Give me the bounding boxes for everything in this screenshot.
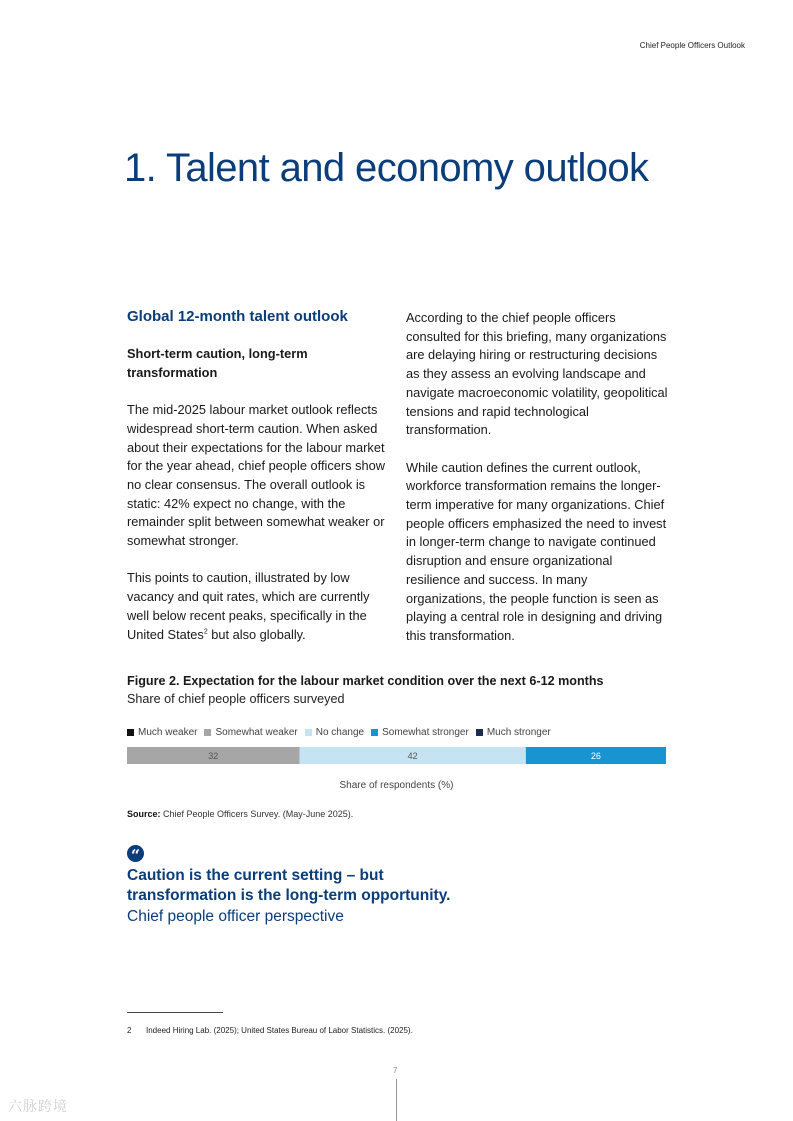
- source-label: Source:: [127, 809, 161, 819]
- legend-swatch: [127, 729, 134, 736]
- legend-label: Much stronger: [486, 727, 551, 738]
- footnote-text: Indeed Hiring Lab. (2025); United States Bureau of Labor Statistics. (2025).: [146, 1026, 413, 1035]
- footnote-divider: [127, 1012, 223, 1013]
- legend-item: [476, 727, 551, 738]
- footnote-reference[interactable]: 2: [203, 628, 208, 636]
- sub-heading: Short-term caution, long-term transformation: [127, 346, 308, 380]
- legend-item: [204, 727, 297, 738]
- left-paragraph-2-tail: but also globally.: [207, 626, 306, 642]
- page-number: 7: [393, 1066, 398, 1075]
- legend-item: [371, 727, 469, 738]
- legend-label: Somewhat weaker: [215, 727, 298, 738]
- left-column: [127, 307, 389, 663]
- figure-2: [127, 672, 667, 791]
- footnote-number: 2: [127, 1026, 132, 1035]
- figure-source: [127, 809, 353, 819]
- legend-swatch: [204, 729, 211, 736]
- pull-quote: Caution is the current setting – but transformation is the long-term opportunity.: [127, 867, 451, 904]
- footnote: [127, 1026, 413, 1035]
- legend-swatch: [305, 729, 312, 736]
- source-text: Chief People Officers Survey. (May-June 2025).: [160, 809, 354, 819]
- legend-swatch: [476, 729, 483, 736]
- stacked-bar-chart: [127, 747, 667, 797]
- bar-data-label: 26: [590, 751, 601, 761]
- quote-icon: “: [127, 845, 144, 862]
- watermark-logo: 六脉跨境: [8, 1098, 68, 1114]
- right-paragraph-2: While caution defines the current outlook, workforce transformation remains the longer-term imperative for many organizations. Chief people officers emphasized the need to invest in longer-term change to navigate continued disruption and ensure organizational resilience and success. In many organizations, the people function is seen as playing a central role in designing and driving this transformation.: [406, 459, 667, 643]
- legend-label: No change: [315, 727, 365, 738]
- figure-title: Figure 2. Expectation for the labour market condition over the next 6-12 months: [127, 674, 604, 688]
- legend-item: [127, 727, 197, 738]
- legend-label: Much weaker: [138, 727, 198, 738]
- chapter-title: 1. Talent and economy outlook: [124, 146, 649, 190]
- legend-label: Somewhat stronger: [382, 727, 469, 738]
- x-axis-label: Share of respondents (%): [339, 780, 454, 791]
- running-header: Chief People Officers Outlook: [639, 41, 745, 50]
- left-paragraph-1: The mid-2025 labour market outlook reflects widespread short-term caution. When asked about their expectations for the labour market for the year ahead, chief people officers show no clear consensus. The overall outlook is static: 42% expect no change, with the remainder split between somewhat weaker or somewhat stronger.: [127, 402, 385, 549]
- quote-attribution: Chief people officer perspective: [127, 908, 344, 925]
- left-paragraph-2: [127, 569, 389, 644]
- right-paragraph-1: According to the chief people officers consulted for this briefing, many organizations are delaying hiring or restructuring decisions as they assess an evolving landscape and navigate macroeconomic volatility, geopolitical tensions and rapid technological transformation.: [406, 310, 668, 438]
- chart-legend: [127, 727, 558, 738]
- legend-item: [305, 727, 364, 738]
- bar-data-label: 42: [407, 751, 418, 761]
- bar-data-label: 32: [208, 751, 219, 761]
- figure-subtitle: Share of chief people officers surveyed: [127, 692, 345, 706]
- page-divider: [396, 1079, 397, 1121]
- right-column: [406, 309, 668, 664]
- legend-swatch: [371, 729, 378, 736]
- section-heading: Global 12-month talent outlook: [127, 308, 348, 325]
- left-paragraph-2-text: This points to caution, illustrated by low vacancy and quit rates, which are currently well below recent peaks, specifically in the United States: [127, 570, 370, 642]
